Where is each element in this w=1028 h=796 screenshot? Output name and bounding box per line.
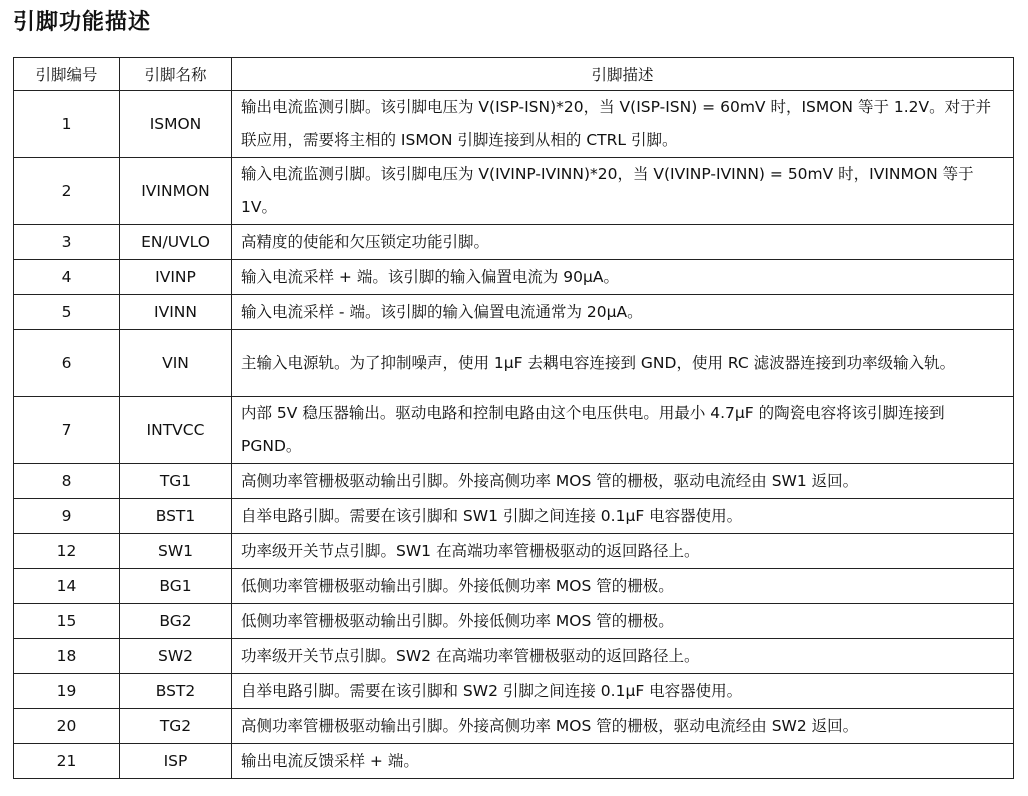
table-row (14, 464, 1014, 499)
pin-name-cell: ISMON (120, 91, 232, 158)
pin-name-cell: TG1 (120, 464, 232, 499)
pin-description-cell: 主输入电源轨。为了抑制噪声，使用 1μF 去耦电容连接到 GND，使用 RC 滤波器连接到功率级输入轨。 (232, 330, 1014, 397)
table-row (14, 158, 1014, 225)
pin-name-cell: IVINN (120, 295, 232, 330)
pin-description-cell: 功率级开关节点引脚。SW2 在高端功率管栅极驱动的返回路径上。 (232, 639, 1014, 674)
pin-description-cell: 自举电路引脚。需要在该引脚和 SW2 引脚之间连接 0.1μF 电容器使用。 (232, 674, 1014, 709)
pin-number-cell: 15 (14, 604, 120, 639)
pin-number-cell: 18 (14, 639, 120, 674)
pin-name-cell: TG2 (120, 709, 232, 744)
pin-description-cell: 高精度的使能和欠压锁定功能引脚。 (232, 225, 1014, 260)
pin-number-cell: 2 (14, 158, 120, 225)
table-body (14, 91, 1014, 779)
pin-number-cell: 3 (14, 225, 120, 260)
pin-name-cell: VIN (120, 330, 232, 397)
pin-description-cell: 低侧功率管栅极驱动输出引脚。外接低侧功率 MOS 管的栅极。 (232, 569, 1014, 604)
table-row (14, 499, 1014, 534)
pin-description-cell: 内部 5V 稳压器输出。驱动电路和控制电路由这个电压供电。用最小 4.7μF 的陶瓷电容将该引脚连接到 PGND。 (232, 397, 1014, 464)
pin-description-cell: 自举电路引脚。需要在该引脚和 SW1 引脚之间连接 0.1μF 电容器使用。 (232, 499, 1014, 534)
pin-number-cell: 8 (14, 464, 120, 499)
pin-name-cell: INTVCC (120, 397, 232, 464)
header-pin-description: 引脚描述 (232, 58, 1014, 91)
pin-description-cell: 高侧功率管栅极驱动输出引脚。外接高侧功率 MOS 管的栅极，驱动电流经由 SW1 返回。 (232, 464, 1014, 499)
pin-description-cell: 低侧功率管栅极驱动输出引脚。外接低侧功率 MOS 管的栅极。 (232, 604, 1014, 639)
table-header (14, 58, 1014, 91)
pin-description-cell: 输出电流反馈采样 + 端。 (232, 744, 1014, 779)
pin-description-cell: 输入电流采样 - 端。该引脚的输入偏置电流通常为 20μA。 (232, 295, 1014, 330)
table-row (14, 260, 1014, 295)
pin-name-cell: IVINMON (120, 158, 232, 225)
table-row (14, 91, 1014, 158)
pin-name-cell: ISP (120, 744, 232, 779)
pin-description-cell: 功率级开关节点引脚。SW1 在高端功率管栅极驱动的返回路径上。 (232, 534, 1014, 569)
table-row (14, 569, 1014, 604)
pin-name-cell: BG2 (120, 604, 232, 639)
pin-name-cell: EN/UVLO (120, 225, 232, 260)
pin-name-cell: IVINP (120, 260, 232, 295)
pin-number-cell: 14 (14, 569, 120, 604)
table-row (14, 397, 1014, 464)
table-row (14, 330, 1014, 397)
table-row (14, 295, 1014, 330)
pin-name-cell: SW2 (120, 639, 232, 674)
pin-number-cell: 12 (14, 534, 120, 569)
pin-number-cell: 4 (14, 260, 120, 295)
table-row (14, 639, 1014, 674)
pin-name-cell: BST1 (120, 499, 232, 534)
pin-number-cell: 6 (14, 330, 120, 397)
pin-number-cell: 5 (14, 295, 120, 330)
pin-number-cell: 1 (14, 91, 120, 158)
page-title: 引脚功能描述 (13, 10, 152, 35)
pin-number-cell: 20 (14, 709, 120, 744)
header-row (14, 58, 1014, 91)
table-row (14, 709, 1014, 744)
pin-number-cell: 7 (14, 397, 120, 464)
pin-number-cell: 21 (14, 744, 120, 779)
pin-function-table (13, 57, 1014, 779)
table-row (14, 225, 1014, 260)
pin-description-cell: 高侧功率管栅极驱动输出引脚。外接高侧功率 MOS 管的栅极，驱动电流经由 SW2 返回。 (232, 709, 1014, 744)
header-pin-number: 引脚编号 (14, 58, 120, 91)
table-row (14, 744, 1014, 779)
pin-description-cell: 输入电流采样 + 端。该引脚的输入偏置电流为 90μA。 (232, 260, 1014, 295)
pin-number-cell: 9 (14, 499, 120, 534)
pin-description-cell: 输入电流监测引脚。该引脚电压为 V(IVINP-IVINN)*20，当 V(IVINP-IVINN) = 50mV 时，IVINMON 等于 1V。 (232, 158, 1014, 225)
header-pin-name: 引脚名称 (120, 58, 232, 91)
pin-name-cell: BST2 (120, 674, 232, 709)
pin-name-cell: BG1 (120, 569, 232, 604)
table-row (14, 534, 1014, 569)
table-row (14, 604, 1014, 639)
pin-name-cell: SW1 (120, 534, 232, 569)
pin-description-cell: 输出电流监测引脚。该引脚电压为 V(ISP-ISN)*20，当 V(ISP-ISN) = 60mV 时，ISMON 等于 1.2V。对于并联应用，需要将主相的 ISMON 引脚连接到从相的 CTRL 引脚。 (232, 91, 1014, 158)
table-row (14, 674, 1014, 709)
pin-number-cell: 19 (14, 674, 120, 709)
